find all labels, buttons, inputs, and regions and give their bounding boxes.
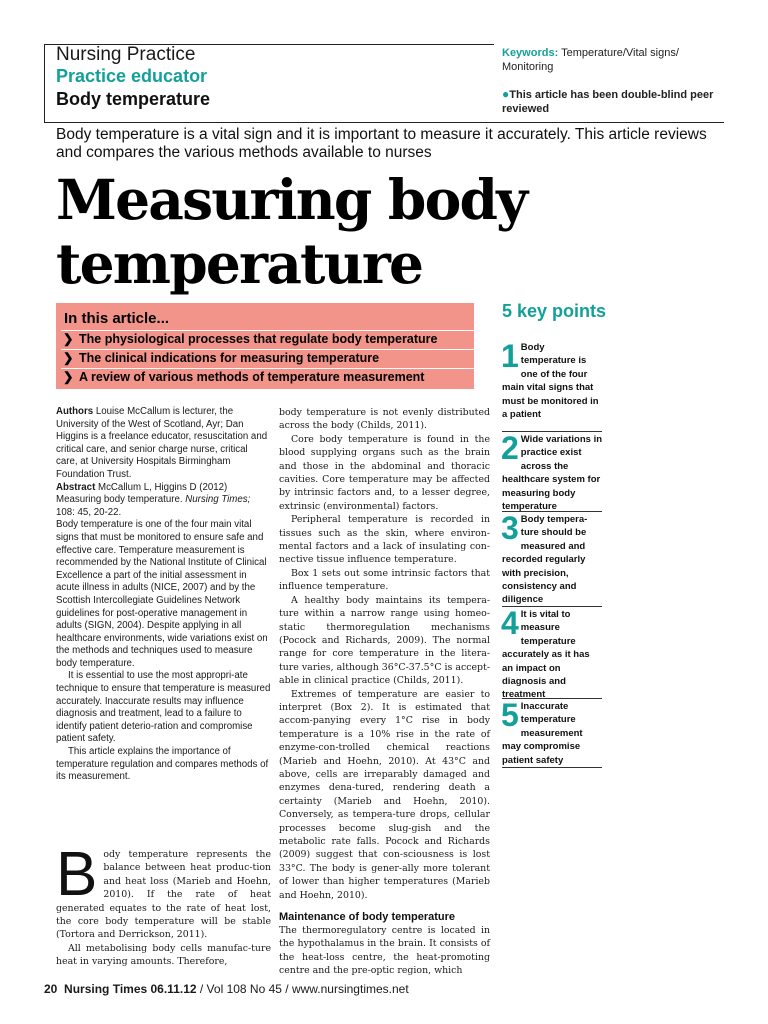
item-text: A review of various methods of temperature measurement (79, 370, 425, 384)
authors-paragraph (56, 406, 271, 482)
chevron-right-icon: ❯ (63, 332, 74, 346)
header-left-rule (44, 44, 45, 122)
key-point-number: 4 (501, 605, 519, 641)
key-point-text: Body tempera-ture should be measured and recorded regularly with precision, consistency and diligence (502, 514, 588, 606)
body-paragraph: Box 1 sets out some intrinsic factors that influence temperature. (279, 567, 490, 593)
article-intro-column (56, 406, 271, 784)
body-paragraph: body temperature is not evenly distributed across the body (Childs, 2011). (279, 407, 490, 432)
abstract-paragraph (56, 482, 271, 520)
body-text: ody temperature represents the balance between heat produc-tion and heat loss (Marieb and Hoehn, 2010). If the rate of heat generated equates to the rate of heat lost, the core body temperature will be stable (Tortora and Derrickson, 2011). (56, 849, 271, 941)
body-text-column-1 (56, 840, 271, 969)
keywords (502, 46, 722, 74)
body-text-column-2 (279, 406, 490, 978)
page-number: 20 (44, 982, 58, 996)
authors-text: Louise McCallum is lecturer, the University of the West of Scotland, Ayr; Dan Higgins is a freelance educator, resuscitation and critical care, and senior charge nurse, critical care, at University Hospitals Birmingham Foundation Trust. (56, 406, 268, 480)
body-paragraph: Core body temperature is found in the blood supplying organs such as the brain and those in the abdominal and thoracic cavities. Core temperature may be affected by intrinsic factors and, to a lesser degree, extrinsic (environmental) factors. (279, 433, 490, 512)
page-footer (44, 982, 409, 996)
body-paragraph: All metabolising body cells manufac-ture heat in varying amounts. Therefore, (56, 942, 271, 968)
key-point (501, 510, 602, 607)
header-bottom-rule (44, 122, 724, 123)
intro-paragraph: It is essential to use the most appropri-ate technique to ensure that temperature is measured accurately. Inaccurate results may influence diagnosis and treatment, lead to a failure to identify patient deterio-ration and compromise patient safety. (56, 670, 271, 745)
authors-label: Authors (56, 406, 94, 417)
item-text: The physiological processes that regulate body temperature (79, 332, 438, 346)
key-point-number: 1 (501, 338, 519, 374)
key-point-text: Body temperature is one of the four main vital signs that must be monitored in a patient (502, 342, 599, 421)
abstract-journal: Nursing Times; (185, 494, 251, 506)
intro-paragraph: This article explains the importance of temperature regulation and compares methods of its measurement. (56, 746, 269, 783)
topic-label: Body temperature (56, 89, 211, 109)
abstract-citation: 108: 45, 20-22. (56, 506, 122, 518)
key-point (501, 430, 603, 513)
chevron-right-icon: ❯ (63, 351, 74, 365)
key-point (501, 697, 602, 768)
subsection-label: Practice educator (56, 66, 208, 86)
chevron-right-icon: ❯ (63, 370, 74, 384)
key-point-text: Wide variations in practice exist across the healthcare system for measuring body temperature (502, 434, 603, 513)
section-heading: Maintenance of body temperature (279, 911, 456, 924)
body-paragraph: Peripheral temperature is recorded in tissues such as the skin, where environ-mental factors and a lack of insulating con-nective tissue influence temperature. (279, 514, 490, 566)
body-paragraph: Extremes of temperature are easier to interpret (Box 2). It is estimated that accom-panying every 1°C rise in body temperature is a 10% rise in the rate of enzyme-con-trolled chemical reactions (Marieb and Hoehn, 2010). At 43°C and above, cells are irreparably damaged and enzymes dena-tured, rendering death a certainty (Marieb and Hoehn, 2010). Conversely, as tempera-ture drops, cellular processes become slug-gish and the metabolic rate falls. Pocock and Richards (2009) suggest that con-sciousness is lost 33°C. The body is gener-ally more tolerant of lower than higher temperatures (Marieb and Hoehn, 2010). (279, 688, 490, 901)
abstract-label: Abstract (56, 481, 96, 493)
drop-cap: B (56, 840, 98, 909)
body-paragraph: The thermoregulatory centre is located in the hypothalamus in the brain. It consists of the heat-loss centre, the heat-promoting centre and the pre-optic region, which (279, 925, 490, 977)
peer-review-note (502, 87, 722, 116)
item-text: The clinical indications for measuring temperature (79, 351, 380, 365)
in-this-article-item (61, 368, 474, 386)
abstract-text: McCallum L, Higgins D (2012) Measuring body temperature. (56, 481, 228, 506)
key-points-title: 5 key points (502, 301, 607, 321)
keywords-value: Temperature/Vital signs/ Monitoring (502, 47, 679, 73)
key-point (501, 338, 602, 432)
in-this-article-title: In this article... (64, 310, 170, 327)
magazine-issue: Nursing Times 06.11.12 (64, 982, 197, 996)
body-paragraph: A healthy body maintains its tempera-ture within a narrow range using homeo-static thermoregulation mechanisms (Pocock and Richards, 2009). The normal range for core temperature in the litera-ture varies, although 36°C-37.5°C is accept-able in clinical practice (Childs, 2011). (279, 594, 490, 687)
footer-details: / Vol 108 No 45 / www.nursingtimes.net (199, 982, 409, 996)
section-label: Nursing Practice (56, 44, 196, 65)
in-this-article-item (61, 330, 474, 348)
key-point-text: It is vital to measure temperature accurately as it has an impact on diagnosis and treatment (502, 609, 590, 701)
bullet-icon: ● (502, 87, 510, 101)
headline: Measuring body temperature (56, 167, 527, 296)
key-point (501, 605, 602, 701)
key-point-text: Inaccurate temperature measurement may compromise patient safety (502, 701, 583, 766)
body-paragraph (56, 840, 271, 942)
intro-paragraph: Body temperature is one of the four main vital signs that must be monitored to ensure safe and effective care. Temperature measurement is recommended by the National Institute of Clinical Excellence a part of the initial assessment in acute illness in adults (NICE, 2007) and by the Scottish Intercollegiate Guidelines Network guidelines for post-operative management in adults (SIGN, 2004). Despite applying in all healthcare environments, wide variations exist on the methods and techniques used to measure body temperature. (56, 519, 268, 669)
key-point-number: 2 (501, 430, 519, 466)
standfirst: Body temperature is a vital sign and it is important to measure it accurately. This article reviews and compares the various methods available to nurses (56, 126, 707, 161)
key-point-number: 5 (501, 697, 519, 733)
key-point-number: 3 (501, 510, 519, 546)
in-this-article-item (61, 349, 474, 367)
keywords-label: Keywords: (502, 47, 559, 59)
peer-review-text: This article has been double-blind peer reviewed (502, 89, 714, 115)
